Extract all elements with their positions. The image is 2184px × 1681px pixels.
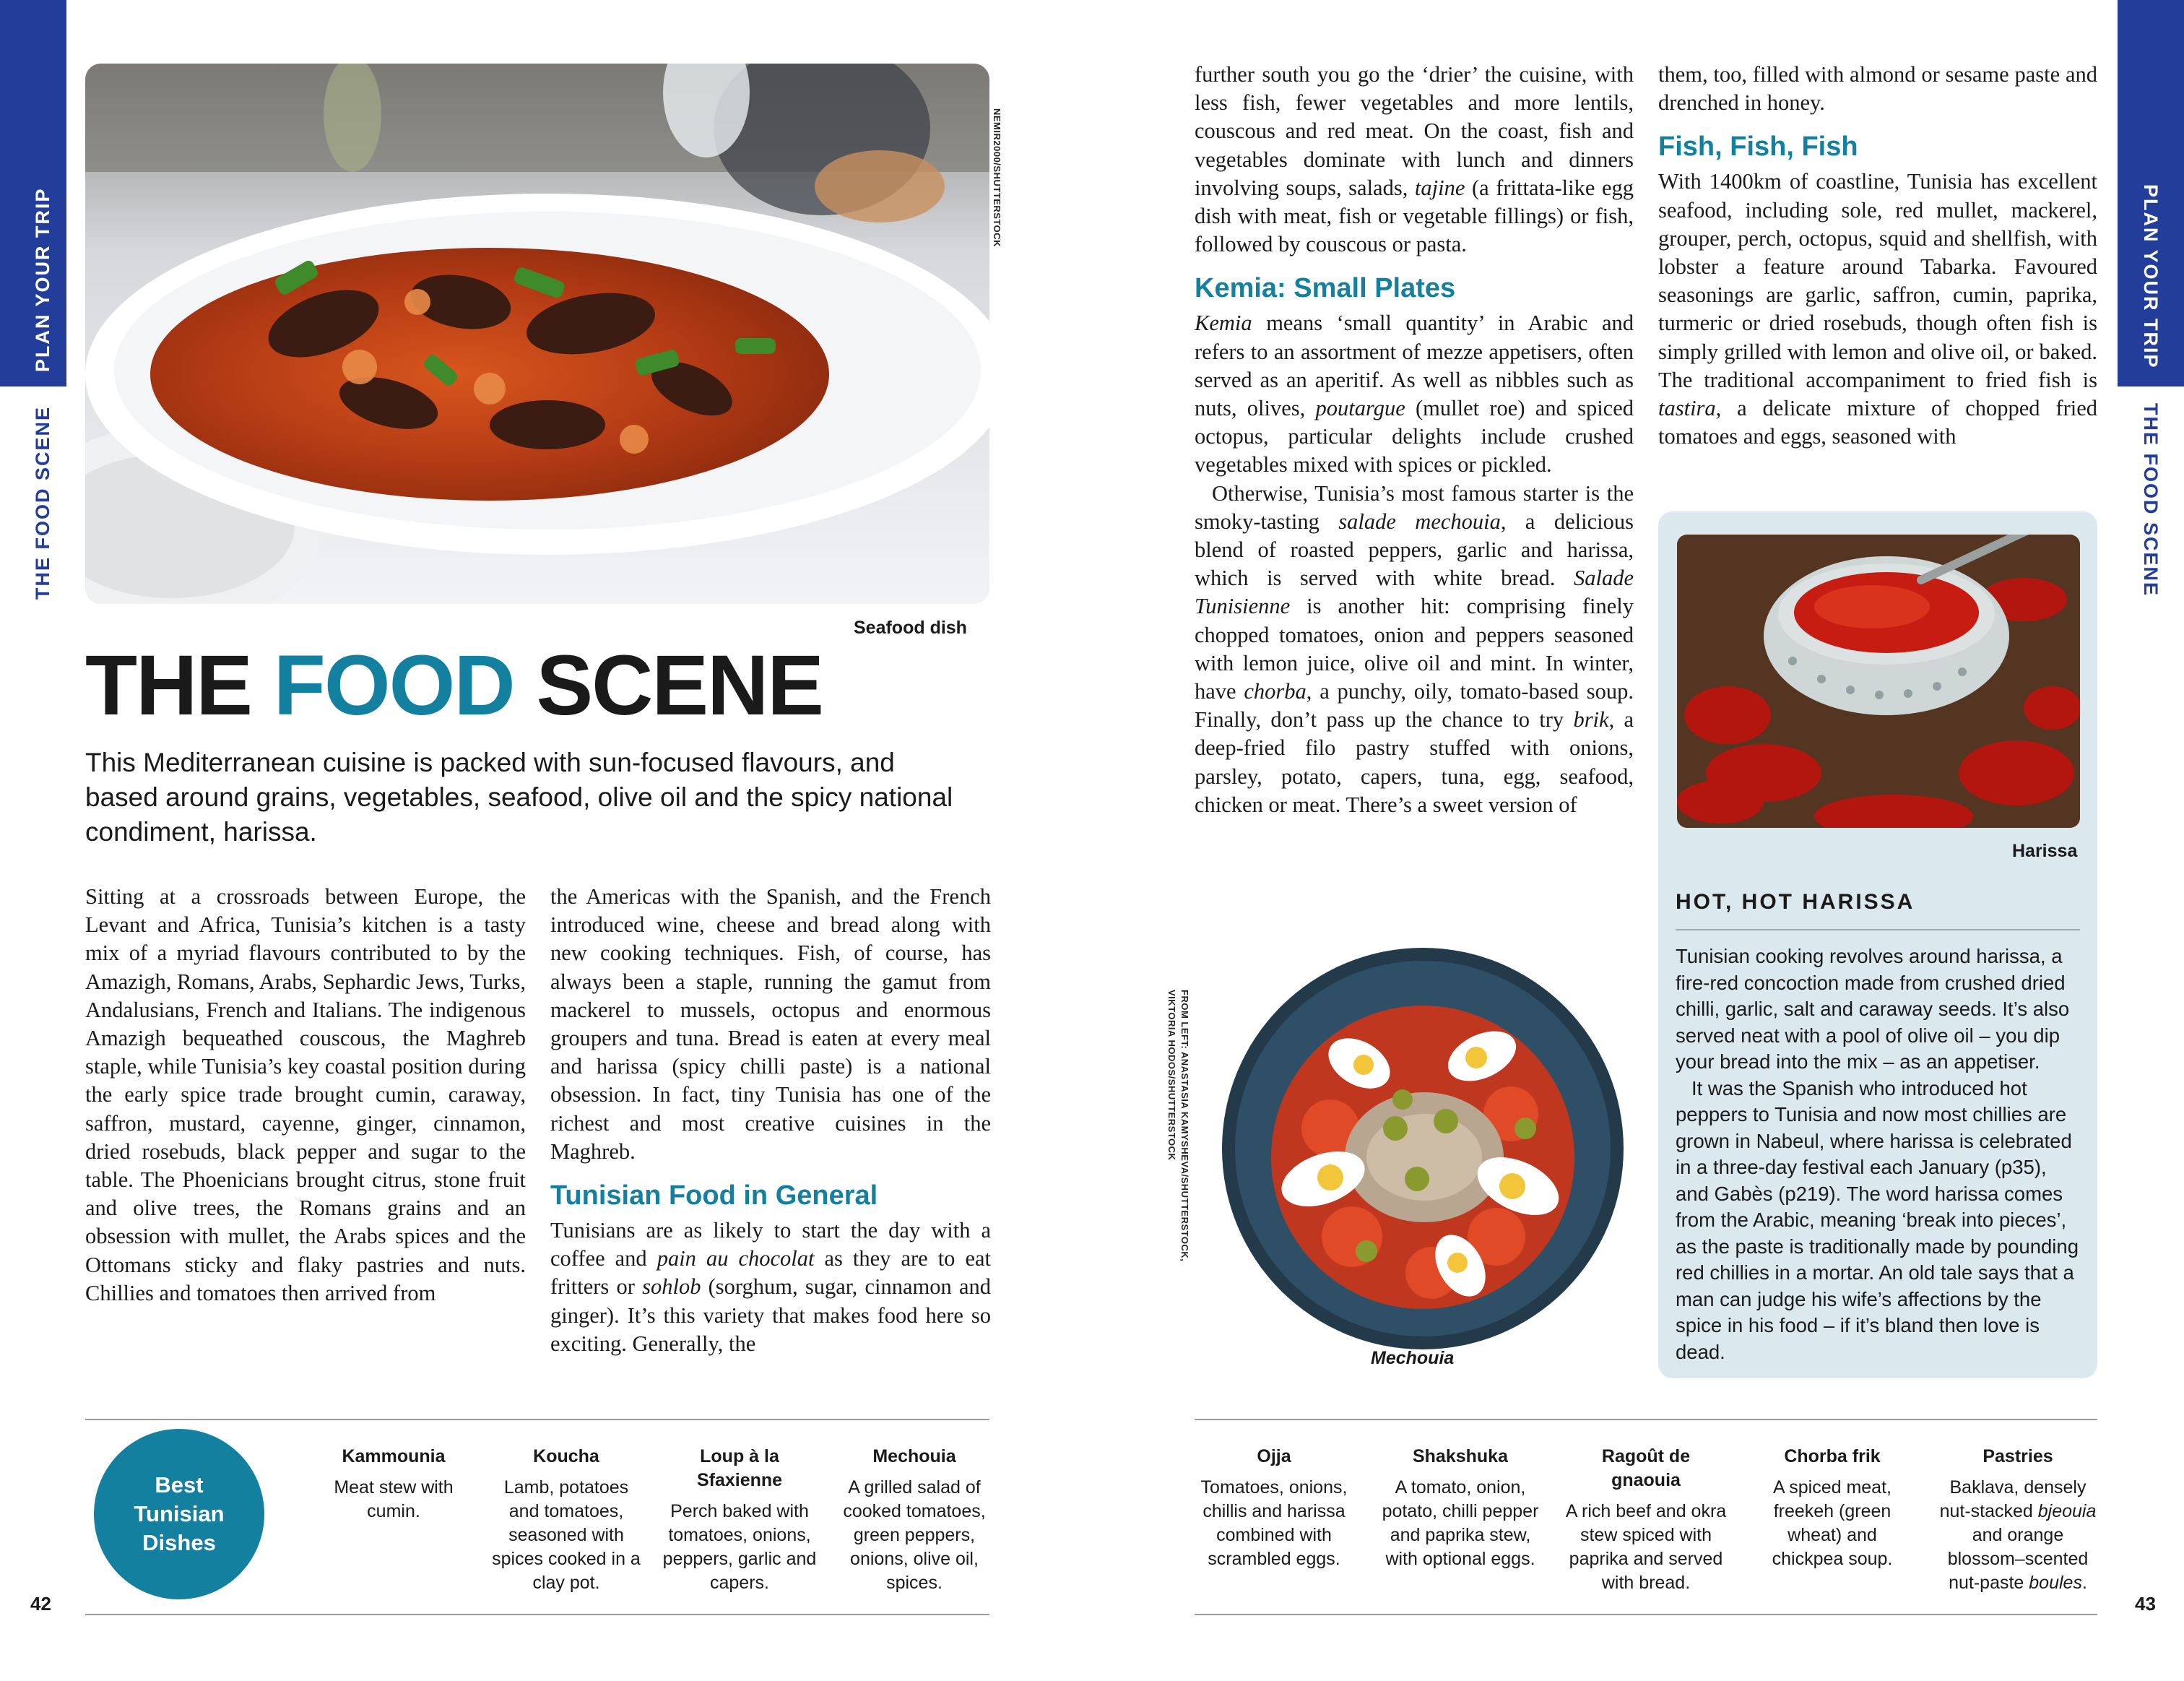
col3-paragraph-1: further south you go the ‘drier’ the cuisine, with less fish, fewer vegetables and more lentils, couscous and red meat. On the coast, fish and vegetables dominate with lunch and dinners involving soups, salads, tajine (a frittata-like egg dish with meat, fish or vegetable fillings) or fish, followed by couscous or pasta. <box>1195 62 1634 257</box>
dish-description: Perch baked with tomatoes, onions, peppers, garlic and capers. <box>662 1501 817 1593</box>
best-dishes-badge: Best Tunisian Dishes <box>94 1429 264 1599</box>
heading-kemia: Kemia: Small Plates <box>1195 273 1456 304</box>
seafood-photo-caption: Seafood dish <box>854 618 967 638</box>
left-section-label: THE FOOD SCENE <box>32 405 53 600</box>
dish-ragout-de-gnaouia <box>1564 1445 1728 1595</box>
dish-name: Pastries <box>1982 1446 2053 1466</box>
col4-paragraph-1: them, too, filled with almond or sesame paste and drenched in honey. <box>1658 62 2097 116</box>
sidebar-body <box>1676 943 2081 1365</box>
dish-name: Ragoût de gnaouia <box>1601 1446 1691 1490</box>
dish-name: Mechouia <box>872 1446 956 1466</box>
col4-paragraph-2: With 1400km of coastline, Tunisia has excellent seafood, including sole, red mullet, mackerel, grouper, perch, octopus, squid and shellfish, with lobster a feature around Tabarka. Favoured seasonings are garlic, saffron, cumin, paprika, turmeric or dried rosebuds, though often fish is simply grilled with lemon and olive oil, or baked. The traditional accompaniment to fried fish is tastira, a delicate mixture of chopped fried tomatoes and eggs, seasoned with <box>1658 169 2097 449</box>
heading-fish: Fish, Fish, Fish <box>1658 131 1858 163</box>
col1-paragraph: Sitting at a crossroads between Europe, the Levant and Africa, Tunisia’s kitchen is a tasty mix of a myriad flavours contributed to by the Amazigh, Romans, Arabs, Sephardic Jews, Turks, Andalusians, French and Italians. The indigenous Amazigh bequeathed couscous, the Maghreb staple, while Tunisia’s key coastal position during the early spice trade brought cumin, caraway, saffron, mustard, cayenne, ginger, cinnamon, dried rosebuds, black pepper and sugar to the table. The Phoenicians brought citrus, stone fruit and olive trees, the Romans grains and an obsession with mullet, the Arabs spices and the Ottomans sticky and flaky pastries and nuts. Chillies and tomatoes then arrived from <box>85 884 526 1305</box>
dish-name: Chorba frik <box>1784 1446 1881 1466</box>
dish-description: A tomato, onion, potato, chilli pepper and paprika stew, with optional eggs. <box>1382 1477 1539 1569</box>
dishes-bottom-rule-left <box>85 1614 989 1615</box>
right-section-label: THE FOOD SCENE <box>2140 403 2162 597</box>
dishes-top-rule-left <box>85 1419 989 1420</box>
harissa-photo <box>1677 535 2080 828</box>
dish-description: Meat stew with cumin. <box>334 1477 454 1521</box>
body-column-1 <box>85 883 526 1308</box>
dish-name: Shakshuka <box>1412 1446 1508 1466</box>
intro-paragraph: This Mediterranean cuisine is packed with sun-focused flavours, and based around grains, vegetables, seafood, olive oil and the spicy national condiment, harissa. <box>85 748 953 847</box>
title-highlight: FOOD <box>273 638 514 733</box>
seafood-dish-photo <box>85 64 989 604</box>
dish-description: A spiced meat, freekeh (green wheat) and chickpea soup. <box>1772 1477 1893 1569</box>
dish-chorba-frik <box>1754 1445 1911 1571</box>
col2-paragraph-1: the Americas with the Spanish, and the French introduced wine, cheese and bread along with new cooking techniques. Fish, of course, has always been a staple, running the gamut from mackerel to mussels, octopus and enormous groupers and tuna. Bread is eaten at every meal and harissa (spicy chilli paste) is a national obsession. In fact, tiny Tunisia has one of the richest and most creative cuisines in the Maghreb. <box>550 884 991 1164</box>
mechouia-photo <box>1222 948 1624 1349</box>
sidebar-title: HOT, HOT HARISSA <box>1676 890 1915 914</box>
dish-kammounia <box>318 1445 469 1524</box>
dish-name: Kammounia <box>342 1446 446 1466</box>
dish-ojja <box>1195 1445 1353 1571</box>
dish-loup-a-la-sfaxienne <box>662 1445 818 1595</box>
sidebar-divider <box>1676 929 2080 930</box>
col2-paragraph-2: Tunisians are as likely to start the day with a coffee and pain au chocolat as they are to eat fritters or sohlob (sorghum, sugar, cinnamon and ginger). It’s this variety that makes food here so exciting. Generally, the <box>550 1218 991 1356</box>
heading-tunisian-food: Tunisian Food in General <box>550 1180 878 1211</box>
mechouia-photo-credit-1: FROM LEFT: ANASTASIA KAMYSHEVA/SHUTTERSTOCK, <box>1179 990 1190 1262</box>
page-number-left: 42 <box>30 1593 51 1615</box>
dish-description: A rich beef and okra stew spiced with paprika and served with bread. <box>1565 1501 1727 1593</box>
dishes-bottom-rule-right <box>1195 1614 2097 1615</box>
col3-paragraph-3: Otherwise, Tunisia’s most famous starter is the smoky-tasting salade mechouia, a delicious blend of roasted peppers, garlic and harissa, which is served with white bread. Salade Tunisienne is another hit: comprising finely chopped tomatoes, onion and peppers seasoned with lemon juice, olive oil and mint. In winter, have chorba, a punchy, oily, tomato-based soup. Finally, don’t pass up the chance to try brik, a deep-fried filo pastry stuffed with onions, parsley, potato, capers, tuna, egg, seafood, chicken or meat. There’s a sweet version of <box>1195 480 1634 817</box>
dish-name: Loup à la Sfaxienne <box>696 1446 783 1490</box>
dish-koucha <box>490 1445 643 1595</box>
seafood-photo-credit: NEMIR2000/SHUTTERSTOCK <box>992 108 1002 248</box>
dish-name: Koucha <box>533 1446 599 1466</box>
dish-name: Ojja <box>1257 1446 1291 1466</box>
left-tab-label: PLAN YOUR TRIP <box>32 187 53 372</box>
dish-description: Tomatoes, onions, chillis and harissa combined with scrambled eggs. <box>1200 1477 1348 1569</box>
dish-description: A grilled salad of cooked tomatoes, green peppers, onions, olive oil, spices. <box>843 1477 986 1593</box>
sidebar-paragraph-1: Tunisian cooking revolves around harissa, a fire-red concoction made from crushed dried chilli, garlic, salt and caraway seeds. It’s also served neat with a pool of olive oil – you dip your bread into the mix – as an appetiser. <box>1676 945 2070 1073</box>
harissa-photo-caption: Harissa <box>2012 841 2078 861</box>
sidebar-paragraph-2: It was the Spanish who introduced hot peppers to Tunisia and now most chillies are grown in Nabeul, where harissa is celebrated in a three-day festival each January (p35), and Gabès (p219). The word harissa comes from the Arabic, meaning ‘break into pieces’, as the paste is traditionally made by pounding red chillies in a mortar. An old tale says that a man can judge his wife’s affections by the spice in his food – if it’s bland then love is dead. <box>1676 1076 2079 1363</box>
col3-paragraph-2: Kemia means ‘small quantity’ in Arabic and refers to an assortment of mezze appetisers, often served as an aperitif. As well as nibbles such as nuts, olives, poutargue (mullet roe) and spiced octopus, particular delights include crushed vegetables mixed with spices or pickled. <box>1195 311 1634 477</box>
dish-description: Baklava, densely nut-stacked bjeouia and orange blossom–scented nut-paste boules. <box>1939 1477 2097 1593</box>
body-column-3 <box>1195 61 1634 819</box>
mechouia-photo-caption: Mechouia <box>1371 1348 1455 1368</box>
dish-description: Lamb, potatoes and tomatoes, seasoned with spices cooked in a clay pot. <box>492 1477 641 1593</box>
right-tab-label: PLAN YOUR TRIP <box>2140 184 2162 369</box>
body-column-2 <box>550 883 991 1358</box>
mechouia-photo-credit-2: VIKTORIA HODOS/SHUTTERSTOCK <box>1166 990 1177 1161</box>
dishes-top-rule-right <box>1195 1419 2097 1420</box>
body-column-4 <box>1658 61 2097 451</box>
dish-mechouia <box>835 1445 994 1595</box>
page-title: THE FOOD SCENE <box>85 638 823 733</box>
dish-pastries <box>1934 1445 2102 1595</box>
page-number-right: 43 <box>2135 1593 2156 1615</box>
dish-shakshuka <box>1379 1445 1541 1571</box>
